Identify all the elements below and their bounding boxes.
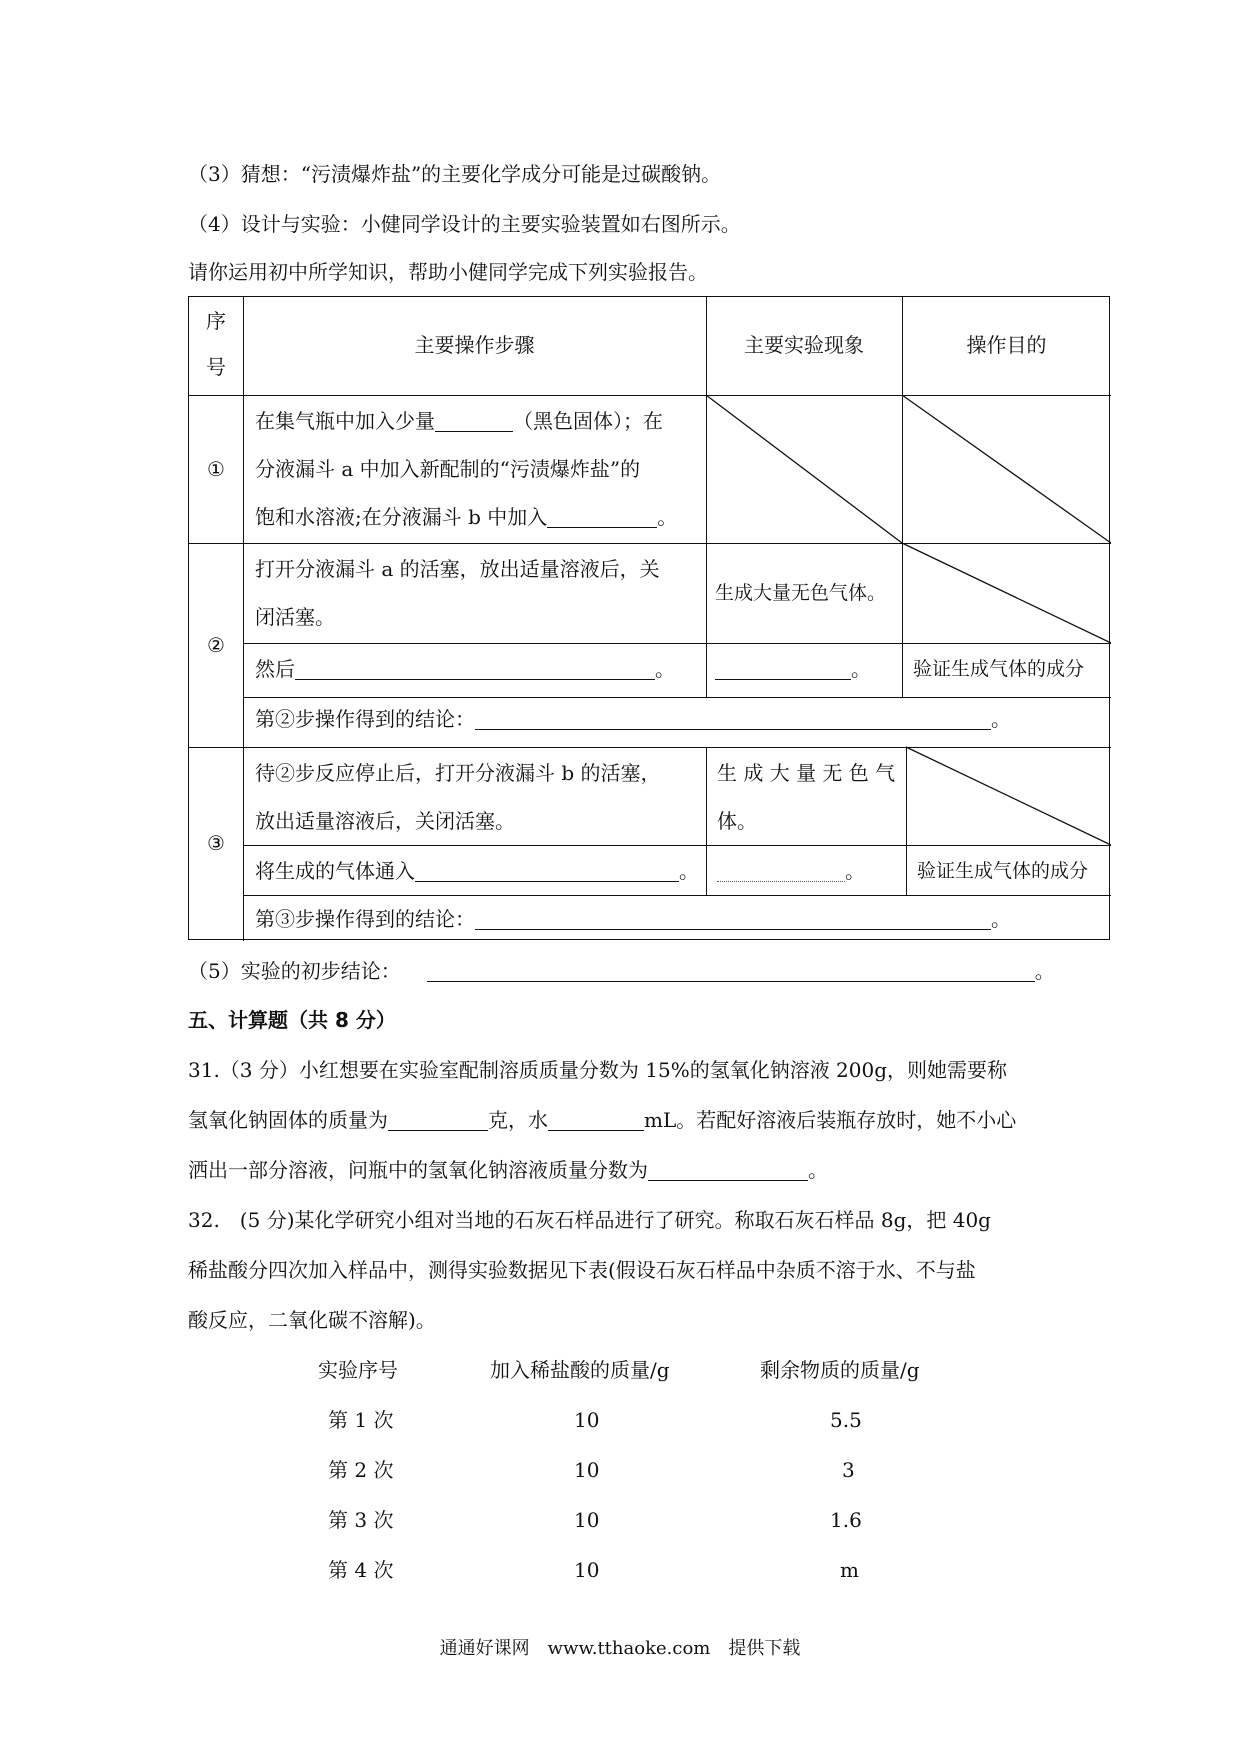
experiment-report-table [188,296,1110,940]
row-3-pass-gas-step: 将生成的气体通入 。 [255,859,699,883]
fill-blank[interactable] [415,859,679,882]
row-2-then-step: 然后 。 [255,657,675,681]
header-purpose: 操作目的 [966,333,1047,357]
row-1-step-line-3: 饱和水溶液;在分液漏斗 b 中加入 。 [255,505,678,529]
fill-blank[interactable] [548,1108,644,1131]
row-2-purpose: 验证生成气体的成分 [913,659,1085,680]
row-2-phenomenon-1: 生成大量无色气体。 [715,583,887,604]
fill-blank[interactable] [435,409,513,432]
data-table-cell: 3 [842,1458,855,1482]
question-31-line-2: 氢氧化钠固体的质量为 克，水 mL。若配好溶液后装瓶存放时，她不小心 [188,1108,1017,1132]
data-table-cell: 10 [574,1408,600,1432]
row-3-step-line-1: 待②步反应停止后，打开分液漏斗 b 的活塞， [255,761,661,785]
header-seq-top: 序 [206,309,226,333]
header-seq-bottom: 号 [206,355,226,379]
question-4-text: （4）设计与实验：小健同学设计的主要实验装置如右图所示。 [188,212,741,236]
question-31-line-1: 31.（3 分）小红想要在实验室配制溶质质量分数为 15%的氢氧化钠溶液 200g，则她需要称 [188,1058,1008,1082]
data-table-cell: 5.5 [830,1408,862,1432]
fill-blank[interactable] [388,1108,488,1131]
table-row-divider [189,747,1111,748]
data-table-cell: 10 [574,1508,600,1532]
data-table-header: 剩余物质的质量/g [760,1358,920,1382]
data-table-cell: 10 [574,1458,600,1482]
header-phenomena: 主要实验现象 [744,333,864,357]
question-32-line-2: 稀盐酸分四次加入样品中，测得实验数据见下表(假设石灰石样品中杂质不溶于水、不与盐 [188,1258,976,1282]
fill-blank[interactable] [475,707,991,730]
data-table-header: 加入稀盐酸的质量/g [490,1358,670,1382]
question-32-line-3: 酸反应，二氧化碳不溶解)。 [188,1308,436,1332]
data-table-cell: m [840,1558,859,1582]
row-3-conclusion: 第③步操作得到的结论： 。 [255,907,1011,931]
row-2-step-line-2: 闭活塞。 [255,605,335,629]
data-table-cell: 10 [574,1558,600,1582]
row-3-phenomenon-line-1: 生 成 大 量 无 色 气 [717,761,896,785]
row-3-purpose: 验证生成气体的成分 [917,861,1089,882]
fill-blank[interactable] [717,859,845,882]
row-3-phenomenon-line-2: 体。 [717,809,757,833]
data-table-cell: 第 1 次 [328,1408,394,1432]
table-row-divider [189,543,1111,544]
question-5: （5）实验的初步结论： 。 [188,959,1055,983]
data-table-cell: 第 3 次 [328,1508,394,1532]
row-2-phenomenon-2: 。 [715,645,871,694]
row-2-number: ② [207,633,225,657]
page-footer: 通通好课网 www.tthaoke.com 提供下载 [439,1638,801,1659]
section-title: 五、计算题（共 8 分） [188,1008,396,1032]
fill-blank[interactable] [295,657,655,680]
fill-blank[interactable] [427,959,1035,982]
data-table-header: 实验序号 [318,1358,398,1382]
row-1-number: ① [207,457,225,481]
data-table-cell: 第 2 次 [328,1458,394,1482]
header-steps: 主要操作步骤 [414,333,535,357]
row-2-conclusion: 第②步操作得到的结论： 。 [255,707,1011,731]
question-3-text: （3）猜想：“污渍爆炸盐”的主要化学成分可能是过碳酸钠。 [188,162,722,186]
data-table-cell: 1.6 [830,1508,862,1532]
table-row-divider [243,643,1111,644]
question-32-line-1: 32. (5 分)某化学研究小组对当地的石灰石样品进行了研究。称取石灰石样品 8g，把 40g [188,1208,991,1232]
fill-blank[interactable] [648,1158,808,1181]
row-1-step-line-2: 分液漏斗 a 中加入新配制的“污渍爆炸盐”的 [255,457,641,481]
fill-blank[interactable] [715,657,851,680]
table-col-divider [706,747,707,895]
row-3-phenomenon-2: 。 [717,847,865,896]
row-2-step-line-1: 打开分液漏斗 a 的活塞，放出适量溶液后，关 [255,557,660,581]
row-3-number: ③ [207,831,225,855]
table-col-divider [906,747,907,895]
data-table-cell: 第 4 次 [328,1558,394,1582]
fill-blank[interactable] [475,907,991,930]
table-row-divider [189,395,1111,396]
instruction-text: 请你运用初中所学知识，帮助小健同学完成下列实验报告。 [188,260,708,284]
fill-blank[interactable] [547,505,657,528]
row-1-step-line-1: 在集气瓶中加入少量 （黑色固体）；在 [255,409,663,433]
question-31-line-3: 洒出一部分溶液，问瓶中的氢氧化钠溶液质量分数为 。 [188,1158,828,1182]
row-3-step-line-2: 放出适量溶液后，关闭活塞。 [255,809,515,833]
